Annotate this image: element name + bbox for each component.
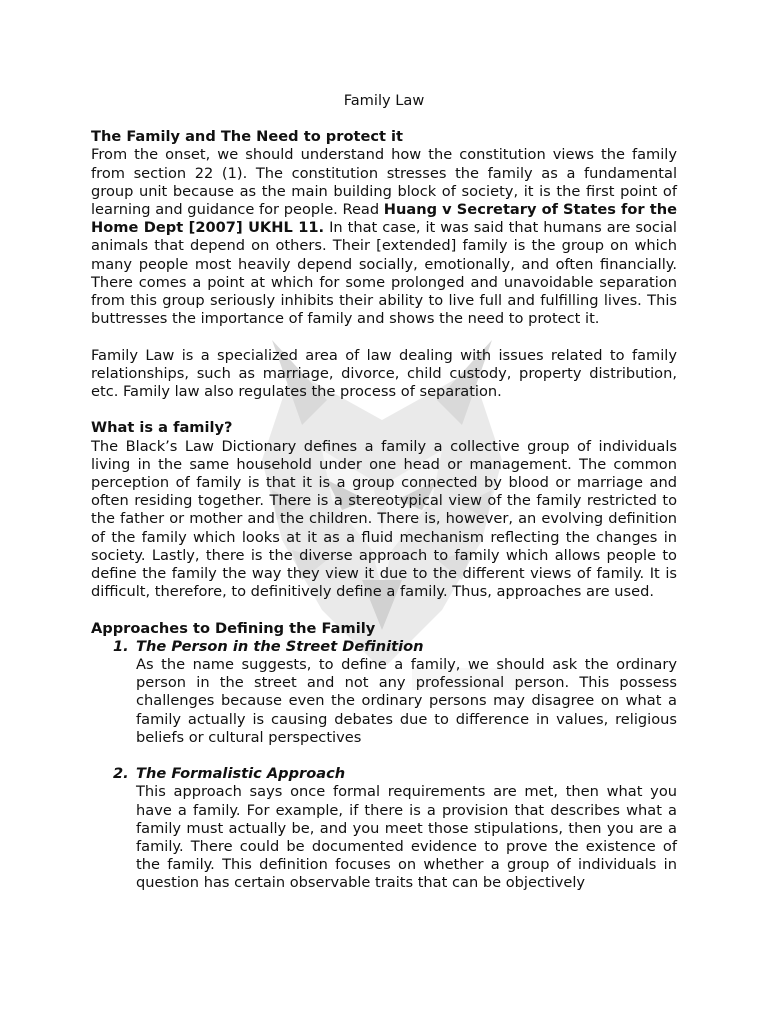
paragraph-gap — [91, 328, 677, 346]
paragraph-family-law-definition: Family Law is a specialized area of law dealing with issues related to family relationships, such as marriage, divorce, child custody, property distribution, etc. Family law also regulates the process of separation. — [91, 346, 677, 401]
list-item — [91, 638, 677, 747]
section-heading-what-is-family: What is a family? — [91, 419, 233, 437]
paragraph-what-is-family: The Black’s Law Dictionary defines a family a collective group of individuals living in the same household under one head or management. The common perception of family is that it is a group connected by blood or marriage and often residing together. There is a stereotypical view of the family restricted to the father or mother and the children. There is, however, an evolving definition of the family which looks at it as a fluid mechanism reflecting the changes in society. Lastly, there is the diverse approach to family which allows people to define the family the way they view it due to the different views of family. It is difficult, therefore, to definitively define a family. Thus, approaches are used. — [91, 437, 677, 601]
list-item-number: 2. — [113, 765, 129, 783]
document-title: Family Law — [343, 92, 425, 109]
list-item-number: 1. — [113, 637, 129, 655]
list-item-title: The Formalistic Approach — [136, 765, 346, 783]
paragraph-constitution — [91, 146, 677, 328]
section-heading-need-to-protect: The Family and The Need to protect it — [91, 128, 404, 146]
paragraph-text: In that case, it was said that humans are social animals that depend on others. Their [extended] family is the group on which many people most heavily depend socially, emotionally, and often financially. There comes a point at which for some prolonged and unavoidable separation from this group seriously inhibits their ability to live full and fulfilling lives. This buttresses the importance of family and shows the need to protect it. — [91, 219, 677, 328]
case-citation: Huang v Secretary of States for the Home Dept [2007] UKHL 11. — [91, 201, 677, 237]
list-item-title: The Person in the Street Definition — [136, 637, 424, 655]
approaches-list — [91, 638, 677, 893]
list-item-text: This approach says once formal requirements are met, then what you have a family. For example, if there is a provision that describes what a family must actually be, and you meet those stipulations, then you are a family. There could be documented evidence to prove the existence of the family. This definition focuses on whether a group of individuals in question has certain observable traits that can be objectively — [136, 783, 677, 892]
paragraph-gap — [91, 401, 677, 419]
paragraph-gap — [91, 601, 677, 619]
paragraph-gap — [91, 747, 677, 765]
list-item-text: As the name suggests, to define a family, we should ask the ordinary person in the street and not any professional person. This possess challenges because even the ordinary persons may disagree on what a family actually is causing debates due to difference in values, religious beliefs or cultural perspectives — [136, 656, 677, 746]
list-item — [91, 765, 677, 892]
paragraph-text: From the onset, we should understand how the constitution views the family from section 22 (1). The constitution stresses the family as a fundamental group unit because as the main building block of society, it is the first point of learning and guidance for people. Read — [91, 146, 677, 219]
section-heading-approaches: Approaches to Defining the Family — [91, 619, 376, 637]
document-body — [91, 92, 677, 893]
